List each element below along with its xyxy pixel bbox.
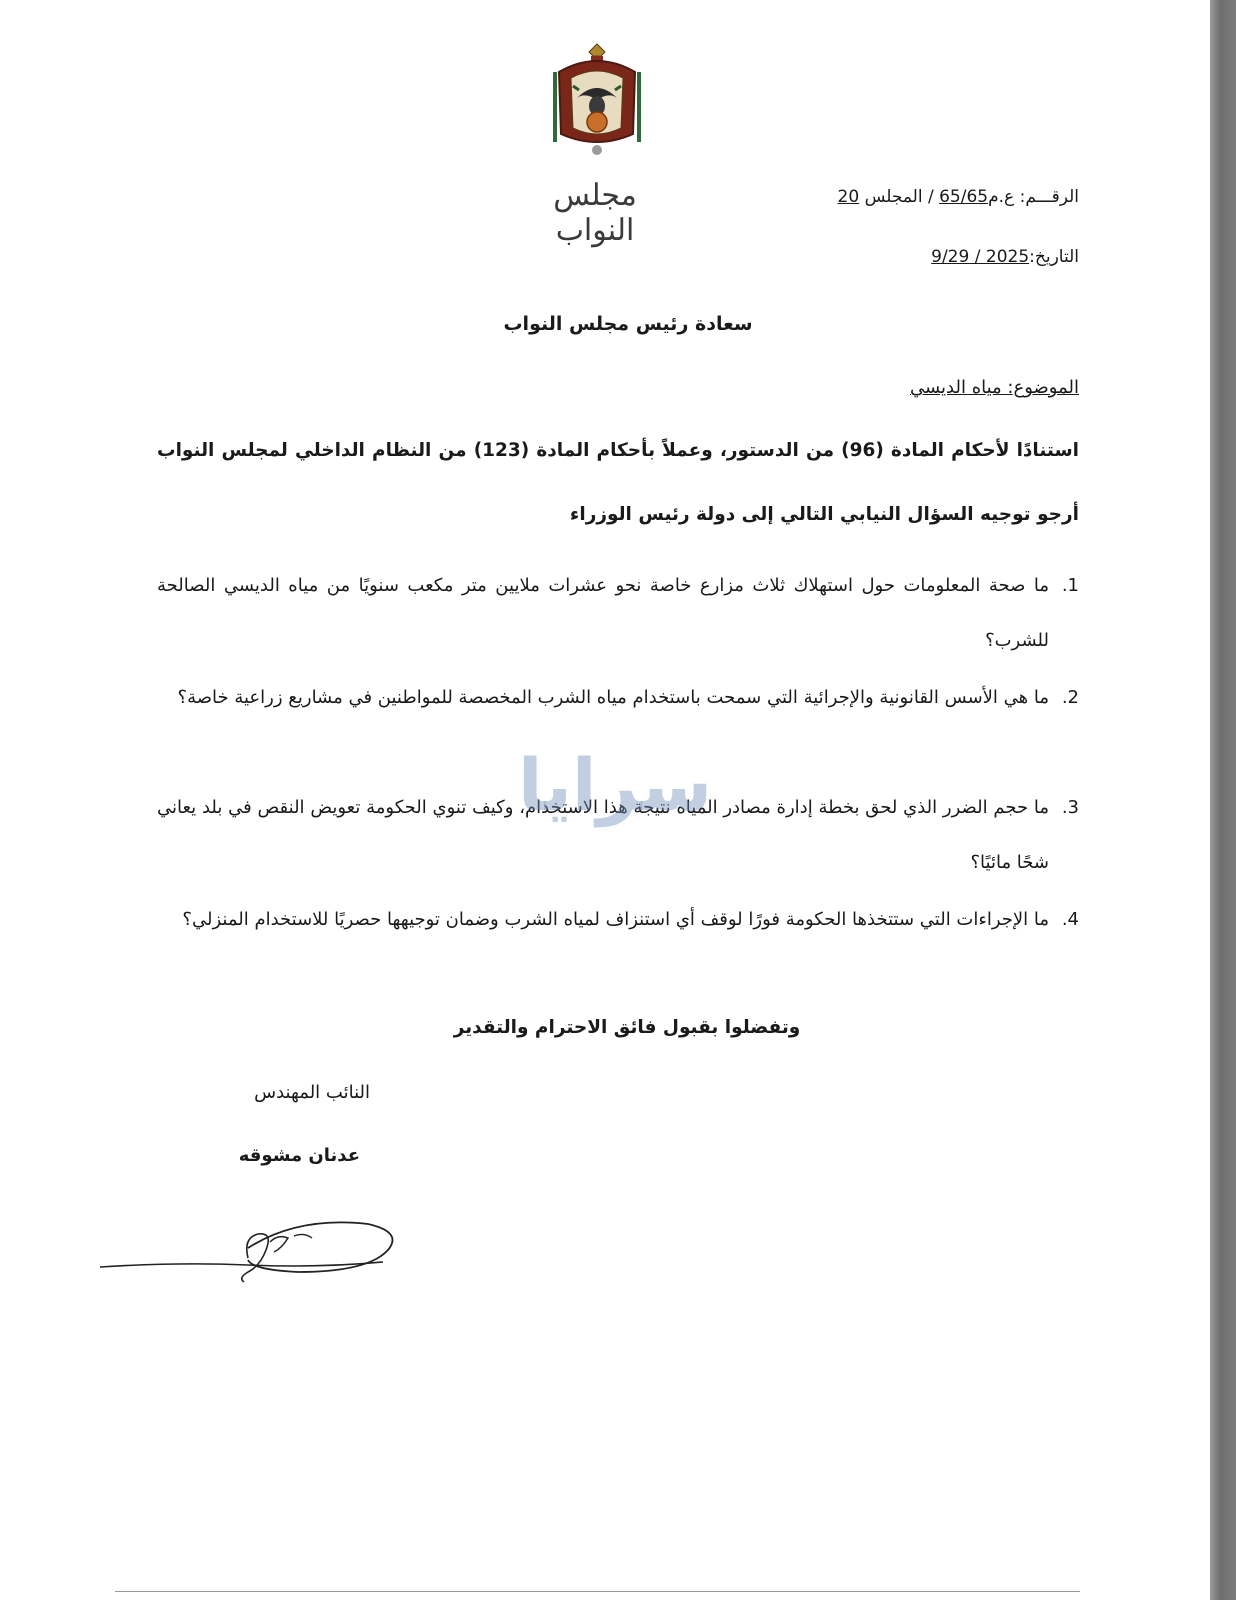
question-text: ما صحة المعلومات حول استهلاك ثلاث مزارع خاصة نحو عشرات ملايين متر مكعب سنويًا من مياه الديسي الصالحة للشرب؟ xyxy=(157,575,1049,651)
subject-line: الموضوع: مياه الديسي xyxy=(909,377,1079,398)
reference-council: / المجلس xyxy=(864,187,934,207)
date-line xyxy=(931,247,1079,267)
signatory-name: عدنان مشوقه xyxy=(238,1145,360,1166)
question-number: 4. xyxy=(1061,909,1079,930)
closing-line: وتفضلوا بقبول فائق الاحترام والتقدير xyxy=(453,1017,801,1038)
royal-emblem-icon xyxy=(549,42,645,160)
bottom-divider xyxy=(115,1591,1080,1592)
date-label: التاريخ: xyxy=(1029,247,1079,267)
question-text: ما هي الأسس القانونية والإجرائية التي سمحت باستخدام مياه الشرب المخصصة للمواطنين في مشاريع زراعية خاصة؟ xyxy=(177,687,1049,708)
intro-paragraph: استنادًا لأحكام المادة (96) من الدستور، وعملاً بأحكام المادة (123) من النظام الداخلي لمجلس النواب xyxy=(157,440,1079,461)
question-item xyxy=(157,670,1079,725)
reference-number xyxy=(838,187,1079,207)
date-value: 2025 / 9/29 xyxy=(931,247,1030,267)
question-number: 2. xyxy=(1061,687,1079,708)
question-text: ما حجم الضرر الذي لحق بخطة إدارة مصادر المياه نتيجة هذا الاستخدام، وكيف تنوي الحكومة تعويض النقص في بلد يعاني شحًا مائيًا؟ xyxy=(157,797,1049,873)
reference-label: الرقـــم: xyxy=(1019,187,1079,207)
question-number: 3. xyxy=(1061,797,1079,818)
parliament-logo: مجلس النواب xyxy=(553,178,637,248)
watermark: سرايا xyxy=(517,743,713,827)
reference-prefix: ع.م xyxy=(988,187,1015,207)
reference-number-value: 65/65 xyxy=(939,187,989,207)
request-paragraph: أرجو توجيه السؤال النيابي التالي إلى دولة رئيس الوزراء xyxy=(569,504,1079,525)
scan-edge-strip xyxy=(1210,0,1236,1600)
question-text: ما الإجراءات التي ستتخذها الحكومة فورًا لوقف أي استنزاف لمياه الشرب وضمان توجيهها حصريًا للاستخدام المنزلي؟ xyxy=(182,909,1049,930)
signatory-title: النائب المهندس xyxy=(254,1082,370,1103)
addressee: سعادة رئيس مجلس النواب xyxy=(503,313,753,335)
question-item xyxy=(157,558,1079,668)
handwritten-signature xyxy=(98,1210,403,1285)
question-number: 1. xyxy=(1061,575,1079,596)
question-item xyxy=(157,892,1079,947)
reference-council-number: 20 xyxy=(837,187,860,207)
